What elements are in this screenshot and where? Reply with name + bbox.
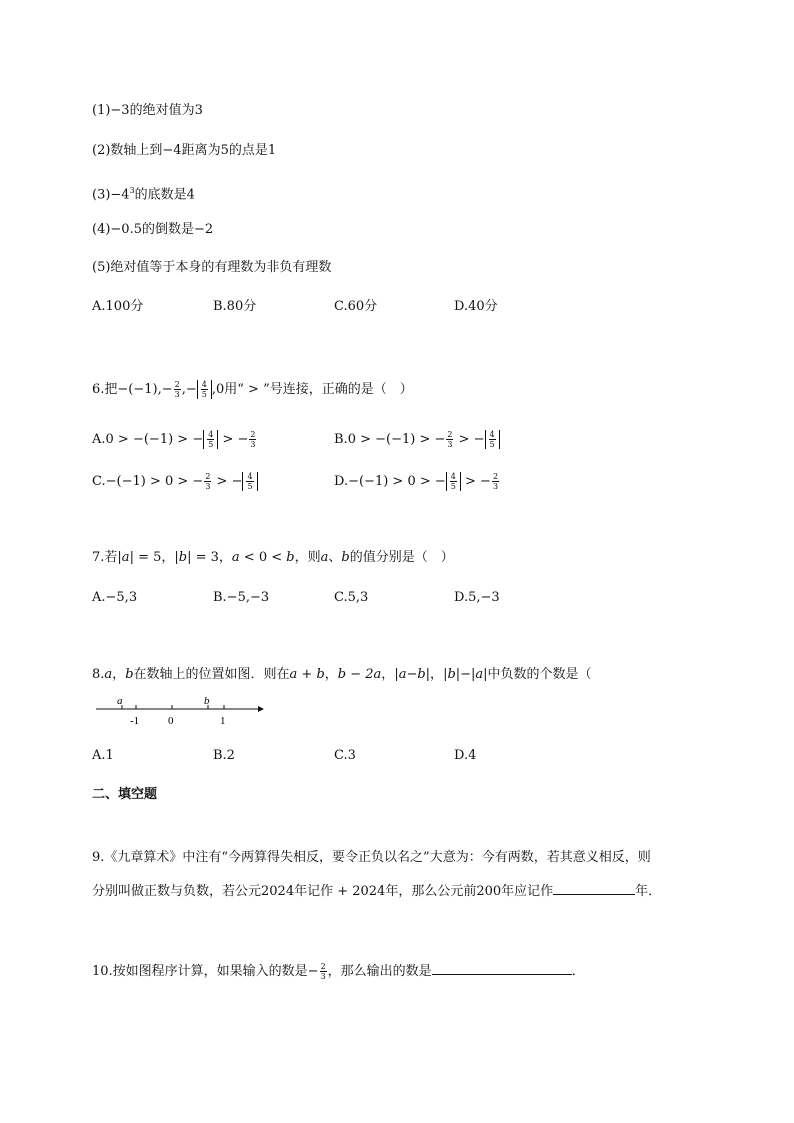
statement-4: (4)−0.5的倒数是−2	[92, 222, 214, 237]
q5-option-c[interactable]: C.60分	[334, 299, 378, 314]
q6-option-c[interactable]: C.−(−1) > 0 > − $\frac{2}{3}$ > − $\frac{4}{5}$	[92, 472, 258, 491]
point-a-label: a	[117, 695, 123, 707]
q8-option-c[interactable]: C.3	[334, 748, 356, 763]
q8-option-b[interactable]: B.2	[213, 748, 235, 763]
q8-option-d[interactable]: D.4	[454, 748, 477, 763]
q6-option-d[interactable]: D.−(−1) > 0 > − $\frac{4}{5}$ > − $\frac{2}{3}$	[334, 472, 499, 491]
tick-label-one: 1	[220, 715, 226, 727]
q9-answer-blank[interactable]	[553, 882, 635, 895]
statement-1: (1)−3的绝对值为3	[92, 103, 203, 118]
question-10: 10.按如图程序计算，如果输入的数是− $\frac{2}{3}$ ，那么输出的数是 ．	[92, 962, 585, 981]
tick-label-zero: 0	[168, 715, 174, 727]
tick-label-minus-one: -1	[130, 715, 140, 727]
q8-option-a[interactable]: A.1	[92, 748, 114, 763]
statement-3: $(3)-4^3$的底数是4	[92, 186, 195, 203]
q7-option-c[interactable]: C.5,3	[334, 590, 369, 605]
number-line-figure	[92, 692, 272, 728]
q7-option-d[interactable]: D.5,−3	[454, 590, 500, 605]
question-7: 7.若|a| = 5，|b| = 3，a < 0 < b，则a、b的值分别是（ ）	[92, 550, 454, 565]
q6-option-a[interactable]: A.0 > −(−1) > − $\frac{4}{5}$ > − $\frac{2}{3}$	[92, 430, 256, 449]
point-b-label: b	[204, 695, 210, 707]
question-8: 8.a，b在数轴上的位置如图．则在a + b，b − 2a，|a−b|，|b|−|a|中负数的个数是（	[92, 667, 592, 682]
statement-2: (2)数轴上到−4距离为5的点是1	[92, 143, 277, 158]
q5-option-b[interactable]: B.80分	[213, 299, 257, 314]
question-9-line-1: 9.《九章算术》中注有“今两算得失相反，要令正负以名之”大意为：今有两数，若其意义相反，则	[92, 850, 651, 865]
q7-option-a[interactable]: A.−5,3	[92, 590, 138, 605]
q6-option-b[interactable]: B.0 > −(−1) > − $\frac{2}{3}$ > − $\frac{4}{5}$	[334, 430, 500, 449]
question-6: 6.把−(−1),− $\frac{2}{3}$ ,− $\frac{4}{5}$ ,0用“ > ”号连接，正确的是（ ）	[92, 380, 413, 399]
question-9-line-2: 分别叫做正数与负数，若公元2024年记作 + 2024年，那么公元前200年应记作 年．	[92, 884, 662, 899]
section-heading: 二、填空题	[92, 787, 158, 802]
q10-answer-blank[interactable]	[432, 962, 572, 975]
arrow-head-icon	[258, 706, 264, 712]
q5-option-d[interactable]: D.40分	[454, 299, 498, 314]
q5-option-a[interactable]: A.100分	[92, 299, 144, 314]
q7-option-b[interactable]: B.−5,−3	[213, 590, 270, 605]
statement-5: (5)绝对值等于本身的有理数为非负有理数	[92, 260, 332, 275]
